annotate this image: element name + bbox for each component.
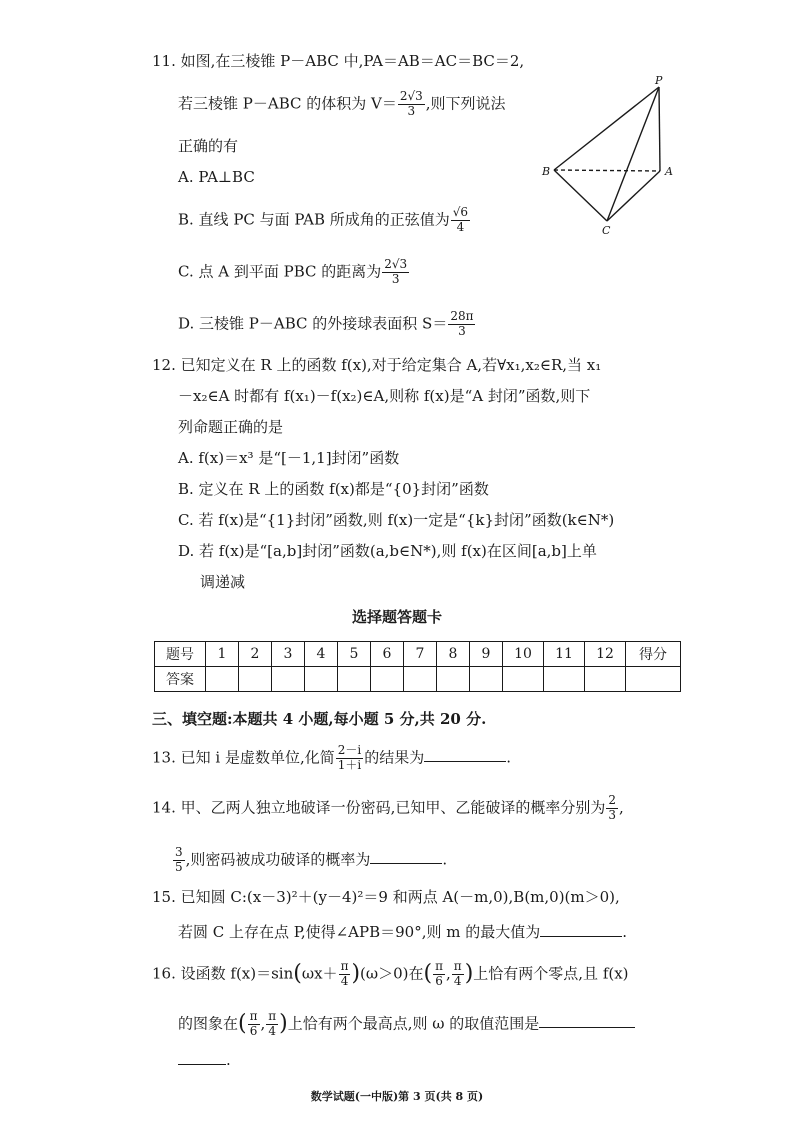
answer-card-title: 选择题答题卡	[351, 608, 442, 626]
question-number-cell: 12	[585, 642, 626, 667]
q12-line3: 列命题正确的是	[178, 418, 284, 436]
answer-input-cell[interactable]	[404, 667, 437, 692]
q11-option-c	[178, 258, 410, 287]
fraction-numerator: √6	[452, 205, 469, 219]
q16-pi-over-4-b	[452, 960, 464, 989]
q12-line2: －x₂∈A 时都有 f(x₁)－f(x₂)∈A,则称 f(x)是“A 封闭”函数,则下	[178, 387, 591, 405]
q11-line1: 11. 如图,在三棱锥 P－ABC 中,PA＝AB＝AC＝BC＝2,	[152, 52, 525, 70]
question-number-cell: 10	[503, 642, 544, 667]
q15-text: 若圆 C 上存在点 P,使得∠APB＝90°,则 m 的最大值为	[178, 923, 541, 941]
fraction-numerator: 3	[175, 845, 183, 859]
q16-text-line2-post: 上恰有两个最高点,则 ω 的取值范围是	[287, 1014, 540, 1033]
fraction-numerator: 2	[608, 793, 617, 807]
q16-pi-over-4-c	[266, 1010, 278, 1039]
q12-option-a: A. f(x)＝x³ 是“[－1,1]封闭”函数	[178, 449, 400, 467]
fraction-numerator: π	[268, 1009, 277, 1023]
q12-option-b: B. 定义在 R 上的函数 f(x)都是“{0}封闭”函数	[178, 480, 489, 498]
fraction-denominator: 4	[340, 973, 349, 988]
q11-volume-fraction	[398, 90, 425, 119]
q11-option-a: A. PA⊥BC	[178, 168, 255, 186]
right-paren: )	[351, 961, 361, 987]
question-number-cell: 11	[544, 642, 585, 667]
fraction-denominator: 6	[249, 1023, 258, 1038]
fraction-denominator: 4	[456, 219, 465, 234]
q14-comma: ,	[619, 798, 624, 817]
score-header-cell: 得分	[626, 642, 681, 667]
q16-omega-x: ωx＋	[301, 964, 338, 983]
q16-period: .	[226, 1051, 231, 1069]
q14-line1	[152, 794, 624, 823]
q16-text: 16. 设函数 f(x)＝sin	[152, 964, 294, 983]
q15-period: .	[622, 923, 628, 941]
score-input-cell[interactable]	[626, 667, 681, 692]
q16-answer-blank-cont[interactable]	[178, 1050, 226, 1065]
q16-comma-b: ,	[260, 1014, 266, 1033]
q16-pi-over-6-b	[248, 1010, 260, 1039]
answer-card-answer-row	[155, 667, 681, 692]
fraction-denominator: 4	[453, 973, 462, 988]
question-number-cell: 5	[338, 642, 371, 667]
q13-period: .	[506, 748, 512, 767]
q16-answer-blank[interactable]	[539, 1013, 635, 1028]
fraction-numerator: π	[435, 959, 444, 973]
q16-line1	[152, 960, 629, 989]
q14-fraction-1	[606, 794, 618, 823]
question-number-cell: 7	[404, 642, 437, 667]
right-paren: )	[279, 1011, 288, 1037]
q12-option-d-continued: 调递减	[200, 573, 246, 591]
q11-option-b-fraction	[451, 206, 470, 235]
q16-text-line2: 的图象在	[178, 1014, 239, 1033]
vertex-label-b: B	[542, 165, 551, 178]
q13	[152, 744, 511, 773]
page-footer: 数学试题(一中版)第 3 页(共 8 页)	[310, 1090, 484, 1103]
q14-line2	[172, 846, 447, 875]
q12-option-d: D. 若 f(x)是“[a,b]封闭”函数(a,b∈N*),则 f(x)在区间[a,b]上单	[178, 542, 597, 560]
question-number-cell: 2	[239, 642, 272, 667]
answer-input-cell[interactable]	[206, 667, 239, 692]
question-number-cell: 4	[305, 642, 338, 667]
fraction-numerator: π	[453, 959, 462, 973]
q11-option-d	[178, 310, 476, 339]
fraction-numerator: 2－i	[337, 743, 362, 757]
q16-text-mid: (ω＞0)在	[360, 964, 424, 983]
q11-line2-post: ,则下列说法	[425, 94, 506, 113]
question-number-cell: 9	[470, 642, 503, 667]
q11-option-b-text: B. 直线 PC 与面 PAB 所成角的正弦值为	[178, 210, 450, 229]
q16-line3	[178, 1050, 231, 1069]
edge-pa	[659, 87, 660, 171]
left-paren: (	[238, 1011, 247, 1037]
q11-line3: 正确的有	[178, 137, 239, 155]
vertex-label-a: A	[665, 165, 673, 178]
answer-input-cell[interactable]	[503, 667, 544, 692]
edge-ca	[607, 171, 660, 221]
fraction-denominator: 3	[391, 271, 400, 286]
question-number-cell: 1	[206, 642, 239, 667]
q14-period: .	[442, 850, 448, 869]
answer-input-cell[interactable]	[239, 667, 272, 692]
q13-text-post: 的结果为	[364, 748, 425, 767]
answer-input-cell[interactable]	[437, 667, 470, 692]
q16-line2	[178, 1010, 635, 1039]
left-paren: (	[293, 961, 302, 987]
q16-pi-over-6	[433, 960, 445, 989]
fraction-denominator: 5	[175, 859, 183, 874]
q11-option-c-text: C. 点 A 到平面 PBC 的距离为	[178, 262, 382, 281]
edge-bc	[554, 170, 607, 221]
answer-input-cell[interactable]	[470, 667, 503, 692]
row-header-answer: 答案	[155, 667, 206, 692]
fraction-denominator: 3	[458, 323, 466, 338]
q16-text-post: 上恰有两个零点,且 f(x)	[473, 964, 629, 983]
fraction-denominator: 1＋i	[337, 757, 362, 772]
q13-text: 13. 已知 i 是虚数单位,化简	[152, 748, 335, 767]
q12-option-c: C. 若 f(x)是“{1}封闭”函数,则 f(x)一定是“{k}封闭”函数(k∈N*)	[178, 511, 615, 529]
edge-ba-hidden	[554, 170, 660, 171]
q14-text: 14. 甲、乙两人独立地破译一份密码,已知甲、乙能破译的概率分别为	[152, 798, 606, 817]
q16-comma: ,	[446, 964, 451, 983]
tetrahedron-figure	[538, 74, 688, 239]
q13-answer-blank[interactable]	[424, 747, 506, 762]
q15-line1: 15. 已知圆 C:(x－3)²＋(y－4)²＝9 和两点 A(－m,0),B(m,0)(m＞0),	[152, 888, 620, 906]
q12-line1: 12. 已知定义在 R 上的函数 f(x),对于给定集合 A,若∀x₁,x₂∈R,当 x₁	[152, 356, 602, 374]
q15-line2	[178, 922, 627, 941]
right-paren: )	[464, 961, 474, 987]
q14-answer-blank[interactable]	[370, 849, 442, 864]
q13-fraction	[336, 744, 363, 773]
question-number-cell: 3	[272, 642, 305, 667]
q11-option-c-fraction	[382, 258, 409, 287]
answer-input-cell[interactable]	[585, 667, 626, 692]
answer-input-cell[interactable]	[272, 667, 305, 692]
vertex-label-c: C	[602, 224, 611, 237]
fraction-denominator: 4	[268, 1023, 277, 1038]
question-number-cell: 6	[371, 642, 404, 667]
answer-input-cell[interactable]	[305, 667, 338, 692]
q11-option-b	[178, 206, 471, 235]
left-paren: (	[423, 961, 433, 987]
fraction-numerator: 28π	[450, 309, 474, 323]
q11-option-d-text: D. 三棱锥 P－ABC 的外接球表面积 S＝	[178, 314, 448, 333]
fraction-denominator: 6	[435, 973, 443, 988]
answer-card-number-row	[155, 642, 681, 667]
vertex-label-p: P	[655, 74, 663, 87]
q14-fraction-2	[173, 846, 185, 875]
fraction-denominator: 3	[608, 807, 617, 822]
fraction-denominator: 3	[407, 103, 416, 118]
q15-answer-blank[interactable]	[540, 922, 622, 937]
row-header-number: 题号	[155, 642, 206, 667]
fraction-numerator: π	[340, 959, 349, 973]
q11-option-d-fraction	[448, 310, 475, 339]
section-3-heading: 三、填空题:本题共 4 小题,每小题 5 分,共 20 分.	[152, 710, 487, 728]
q11-line2-pre: 若三棱锥 P－ABC 的体积为 V＝	[178, 94, 397, 113]
fraction-numerator: 2√3	[399, 89, 423, 103]
question-number-cell: 8	[437, 642, 470, 667]
answer-input-cell[interactable]	[371, 667, 404, 692]
answer-card-table	[154, 641, 681, 692]
answer-input-cell[interactable]	[338, 667, 371, 692]
q11-line2	[178, 90, 506, 119]
answer-input-cell[interactable]	[544, 667, 585, 692]
fraction-numerator: π	[249, 1009, 258, 1023]
q16-pi-over-4	[339, 960, 351, 989]
q14-text-post: ,则密码被成功破译的概率为	[185, 850, 371, 869]
fraction-numerator: 2√3	[384, 257, 408, 271]
